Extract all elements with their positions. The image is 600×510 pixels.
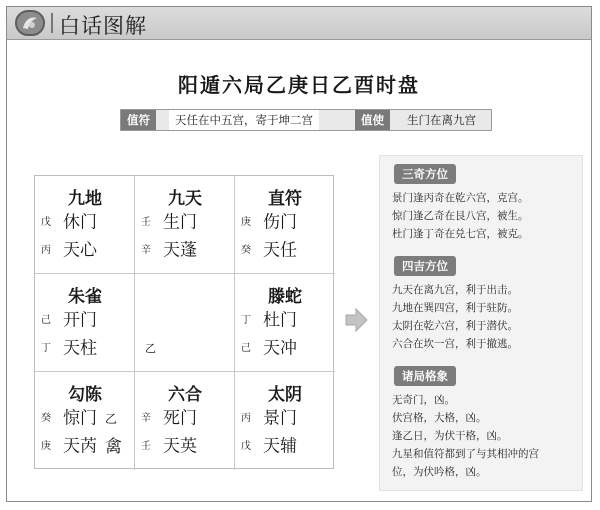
- geju-line: 无奇门，凶。: [392, 394, 455, 406]
- arrow-right-icon: [343, 307, 369, 337]
- palace-god: 九地: [68, 189, 102, 209]
- star: 天辅: [263, 436, 297, 457]
- stem: 庚: [241, 216, 251, 228]
- info-bar: [120, 109, 492, 131]
- stem: 丁: [41, 342, 51, 354]
- door: 杜门: [263, 310, 297, 331]
- palace-god: 滕蛇: [268, 287, 302, 307]
- palace-god: 太阴: [268, 385, 302, 405]
- palace-nw: [35, 176, 135, 274]
- stem: 辛: [141, 244, 151, 256]
- logo-icon: [15, 10, 45, 36]
- palace-god: 勾陈: [68, 385, 102, 405]
- star: 天心: [63, 240, 97, 261]
- page-frame: [6, 6, 592, 502]
- star: 天蓬: [163, 240, 197, 261]
- palace-center: [135, 274, 235, 372]
- zhishi-tag: 值使: [355, 110, 390, 130]
- stem: 戊: [41, 216, 51, 228]
- palace-sw: [35, 372, 135, 470]
- door: 开门: [63, 310, 97, 331]
- section-label-sanqi: 三奇方位: [394, 164, 456, 184]
- siji-line: 太阴在乾六宫，利于潜伏。: [392, 320, 518, 332]
- zhifu-value: 天任在中五宫，寄于坤二宫: [169, 110, 319, 130]
- palace-w: [35, 274, 135, 372]
- palace-se: [235, 372, 335, 470]
- sanqi-line: 景门逢丙奇在乾六宫，克宫。: [392, 192, 529, 204]
- palace-god: 朱雀: [68, 287, 102, 307]
- star: 天芮: [63, 436, 97, 457]
- header-divider: [51, 13, 53, 33]
- stem: 壬: [141, 216, 151, 228]
- stem: 己: [241, 342, 251, 354]
- palace-s: [135, 372, 235, 470]
- stem: 癸: [41, 412, 51, 424]
- header-title: 白话图解: [59, 14, 147, 38]
- door: 死门: [163, 408, 197, 429]
- analysis-panel: [379, 155, 583, 491]
- page-title: 阳遁六局乙庚日乙酉时盘: [178, 73, 420, 97]
- header-bar: [7, 7, 591, 40]
- siji-line: 九天在离九宫，利于出击。: [392, 284, 518, 296]
- stem: 丁: [241, 314, 251, 326]
- palace-god: 九天: [168, 189, 202, 209]
- center-stem: 乙: [145, 342, 156, 355]
- extra-star: 禽: [105, 436, 122, 457]
- siji-line: 六合在坎一宫，利于撤逃。: [392, 338, 518, 350]
- geju-line: 位，为伏吟格，凶。: [392, 466, 487, 478]
- star: 天英: [163, 436, 197, 457]
- stem: 丙: [41, 244, 51, 256]
- sanqi-line: 杜门逢丁奇在兑七宫，被克。: [392, 228, 529, 240]
- stem: 戊: [241, 440, 251, 452]
- door: 休门: [63, 212, 97, 233]
- geju-line: 伏宫格，大格，凶。: [392, 412, 487, 424]
- stem: 癸: [241, 244, 251, 256]
- siji-line: 九地在巽四宫，利于驻防。: [392, 302, 518, 314]
- star: 天冲: [263, 338, 297, 359]
- palace-god: 直符: [268, 189, 302, 209]
- sanqi-line: 惊门逢乙奇在艮八宫，被生。: [392, 210, 529, 222]
- geju-line: 九星和值符都到了与其相冲的宫: [392, 448, 539, 460]
- geju-line: 逢乙日，为伏干格，凶。: [392, 430, 508, 442]
- door: 生门: [163, 212, 197, 233]
- section-label-siji: 四吉方位: [394, 256, 456, 276]
- palace-ne: [235, 176, 335, 274]
- palace-god: 六合: [168, 385, 202, 405]
- door: 伤门: [263, 212, 297, 233]
- palace-n: [135, 176, 235, 274]
- star: 天柱: [63, 338, 97, 359]
- door: 景门: [263, 408, 297, 429]
- zhifu-tag: 值符: [121, 110, 156, 130]
- section-label-geju: 诸局格象: [394, 366, 456, 386]
- stem: 庚: [41, 440, 51, 452]
- star: 天任: [263, 240, 297, 261]
- zhishi-value: 生门在离九宫: [401, 110, 491, 130]
- palace-e: [235, 274, 335, 372]
- extra-stem: 乙: [105, 411, 118, 426]
- door: 惊门: [63, 408, 97, 429]
- stem: 壬: [141, 440, 151, 452]
- stem: 己: [41, 314, 51, 326]
- stem: 丙: [241, 412, 251, 424]
- nine-palace-grid: [34, 175, 334, 469]
- stem: 辛: [141, 412, 151, 424]
